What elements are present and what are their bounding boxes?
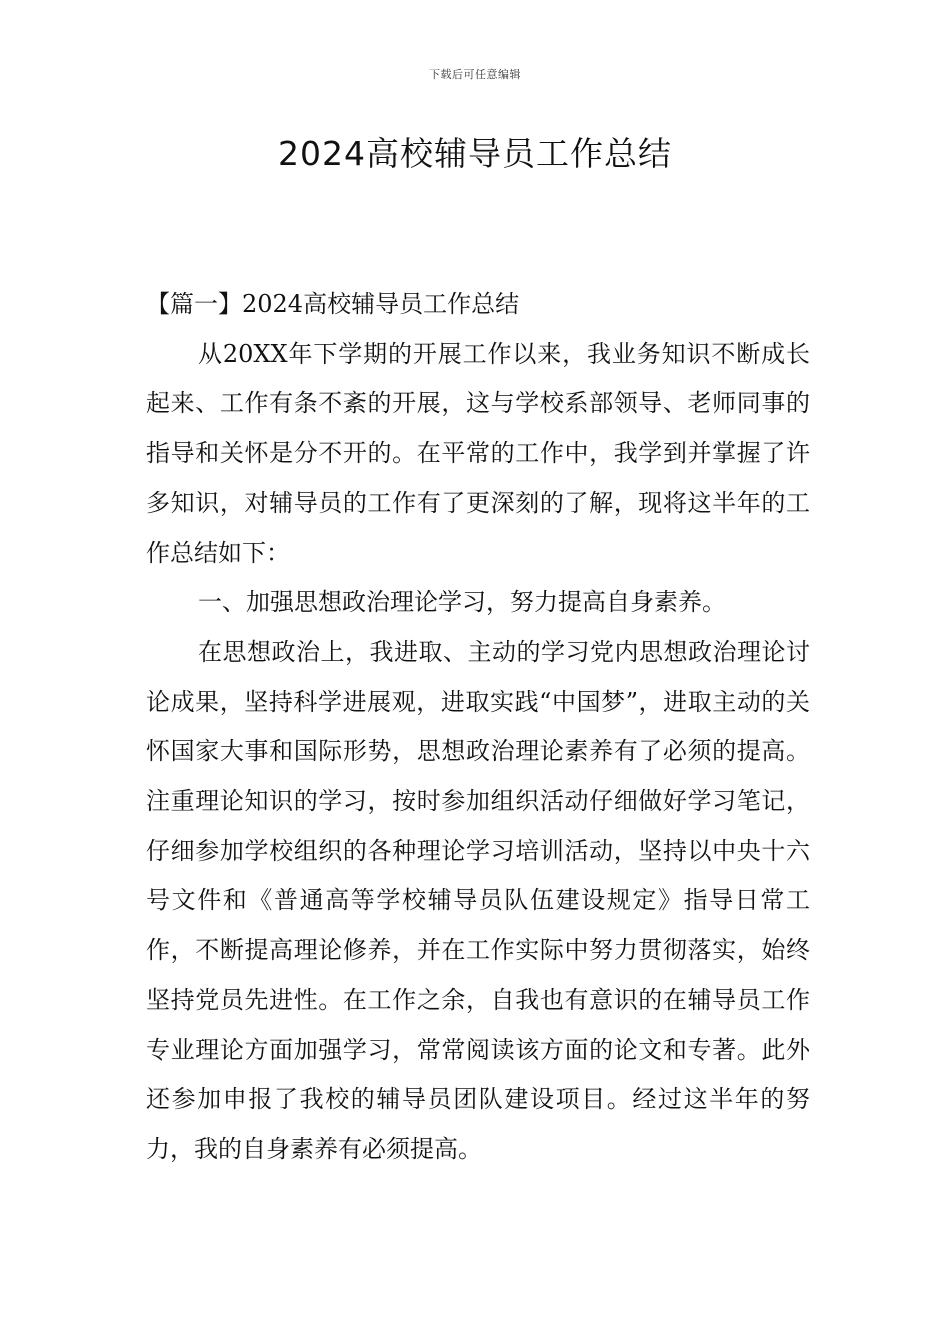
document-title: 2024高校辅导员工作总结 xyxy=(278,134,672,173)
section-heading: 【篇一】2024高校辅导员工作总结 xyxy=(146,290,520,318)
document-body xyxy=(146,280,810,1175)
paragraph: 从20XX年下学期的开展工作以来，我业务知识不断成长起来、工作有条不紊的开展，这与学校系部领导、老师同事的指导和关怀是分不开的。在平常的工作中，我学到并掌握了许多知识，对辅导员的工作有了更深刻的了解，现将这半年的工作总结如下： xyxy=(146,339,810,567)
header-note: 下载后可任意编辑 xyxy=(429,68,521,81)
paragraph: 一、加强思想政治理论学习，努力提高自身素养。 xyxy=(198,588,726,617)
paragraph: 在思想政治上，我进取、主动的学习党内思想政治理论讨论成果，坚持科学进展观，进取实践“中国梦”，进取主动的关怀国家大事和国际形势，思想政治理论素养有了必须的提高。注重理论知识的学习，按时参加组织活动仔细做好学习笔记，仔细参加学校组织的各种理论学习培训活动，坚持以中央十六号文件和《普通高等学校辅导员队伍建设规定》指导日常工作，不断提高理论修养，并在工作实际中努力贯彻落实，始终坚持党员先进性。在工作之余，自我也有意识的在辅导员工作专业理论方面加强学习，常常阅读该方面的论文和专著。此外还参加申报了我校的辅导员团队建设项目。经过这半年的努力，我的自身素养有必须提高。 xyxy=(146,637,810,1163)
